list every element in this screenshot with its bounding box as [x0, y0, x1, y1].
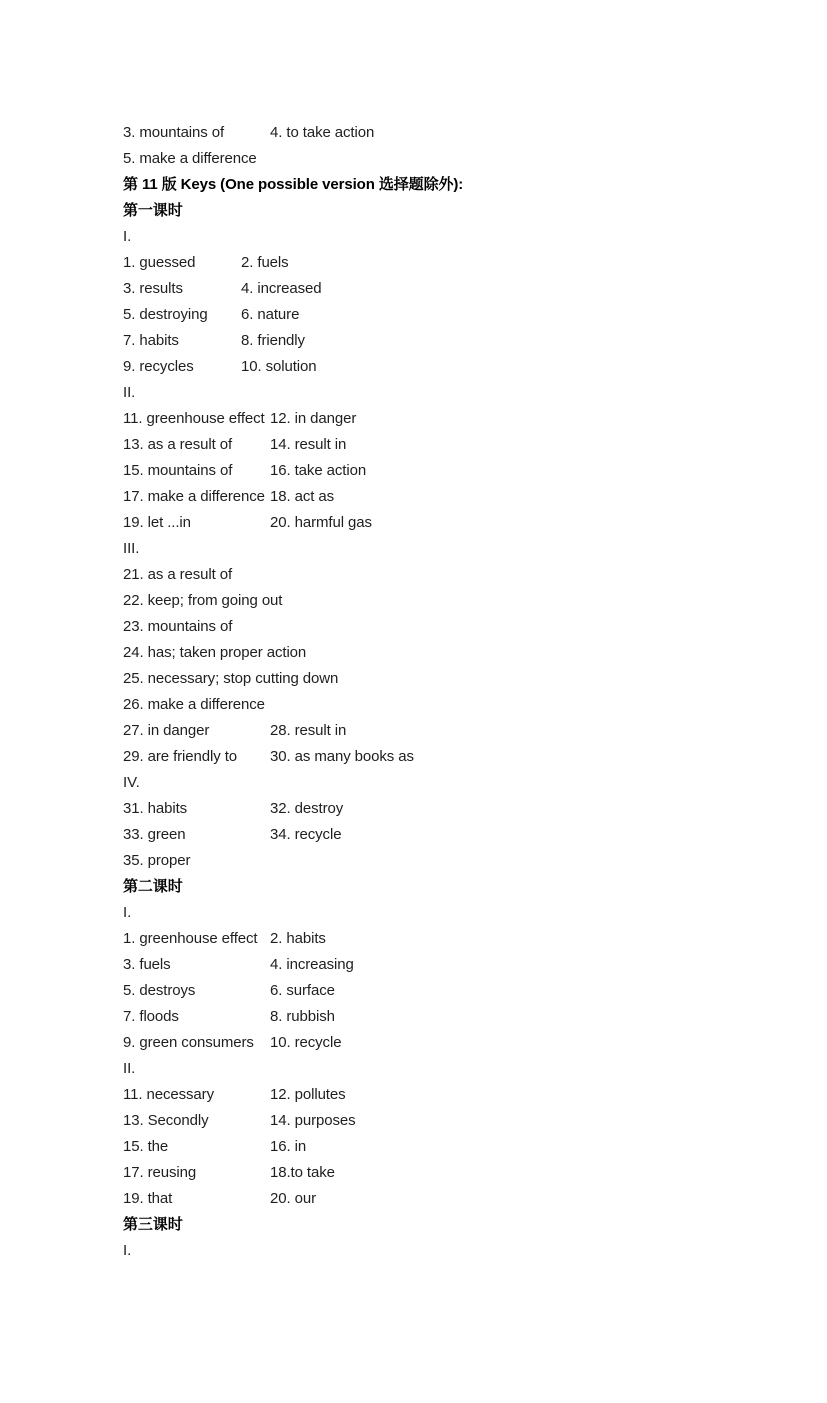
answer-row: [123, 640, 763, 666]
part-label-text: II.: [123, 1060, 136, 1077]
answer-row: [123, 978, 763, 1004]
answer-cell: 13. as a result of: [123, 436, 233, 453]
answer-row: [123, 484, 763, 510]
answer-cell: 3. results: [123, 280, 183, 297]
answer-row: [123, 1030, 763, 1056]
answer-cell: 8. friendly: [241, 332, 305, 349]
answer-row: [123, 1082, 763, 1108]
answer-row: [123, 666, 763, 692]
lesson-title: 第一课时: [123, 202, 183, 219]
answer-cell: 9. green consumers: [123, 1034, 254, 1051]
answer-cell: 11. greenhouse effect: [123, 410, 265, 427]
answer-row: [123, 328, 763, 354]
answer-cell: 33. green: [123, 826, 186, 843]
answer-cell: 1. greenhouse effect: [123, 930, 258, 947]
answer-row: [123, 250, 763, 276]
answer-cell: 18.to take: [270, 1164, 335, 1181]
answer-row: [123, 1134, 763, 1160]
answer-cell: 5. make a difference: [123, 150, 257, 167]
answer-cell: 7. floods: [123, 1008, 179, 1025]
answer-row: [123, 276, 763, 302]
part-label-text: II.: [123, 384, 136, 401]
part-label: [123, 1056, 763, 1082]
answer-row: [123, 822, 763, 848]
answer-row: [123, 1186, 763, 1212]
answer-row: [123, 718, 763, 744]
answer-cell: 6. surface: [270, 982, 335, 999]
answer-row: [123, 146, 763, 172]
part-label-text: III.: [123, 540, 140, 557]
answer-cell: 16. take action: [270, 462, 367, 479]
lesson-title: 第二课时: [123, 878, 183, 895]
lesson-heading: [123, 198, 763, 224]
answer-cell: 19. that: [123, 1190, 173, 1207]
answer-cell: 15. the: [123, 1138, 169, 1155]
part-label-text: I.: [123, 1242, 132, 1259]
answer-cell: 31. habits: [123, 800, 188, 817]
answer-cell: 27. in danger: [123, 722, 210, 739]
part-label: [123, 1238, 763, 1264]
answer-row: [123, 796, 763, 822]
answer-row: [123, 510, 763, 536]
answer-row: [123, 926, 763, 952]
answer-cell: 9. recycles: [123, 358, 194, 375]
lesson-title: 第三课时: [123, 1216, 183, 1233]
answer-cell: 10. solution: [241, 358, 317, 375]
answer-cell: 20. our: [270, 1190, 316, 1207]
answer-cell: 14. purposes: [270, 1112, 356, 1129]
answer-cell: 7. habits: [123, 332, 179, 349]
answer-cell: 2. fuels: [241, 254, 289, 271]
keys-heading-text: 第 11 版 Keys (One possible version 选择题除外):: [123, 176, 464, 193]
answer-row: [123, 354, 763, 380]
answer-cell: 22. keep; from going out: [123, 592, 283, 609]
answer-cell: 8. rubbish: [270, 1008, 335, 1025]
answer-cell: 19. let ...in: [123, 514, 191, 531]
answer-cell: 35. proper: [123, 852, 191, 869]
answer-cell: 28. result in: [270, 722, 347, 739]
answer-cell: 26. make a difference: [123, 696, 265, 713]
answer-cell: 4. increased: [241, 280, 322, 297]
answer-cell: 4. to take action: [270, 124, 375, 141]
answer-row: [123, 588, 763, 614]
answer-cell: 21. as a result of: [123, 566, 233, 583]
answer-cell: 20. harmful gas: [270, 514, 372, 531]
answer-cell: 34. recycle: [270, 826, 342, 843]
answer-cell: 16. in: [270, 1138, 307, 1155]
answer-row: [123, 1108, 763, 1134]
answer-cell: 5. destroying: [123, 306, 208, 323]
answer-row: [123, 1004, 763, 1030]
answer-row: [123, 744, 763, 770]
answer-cell: 3. fuels: [123, 956, 171, 973]
answer-row: [123, 562, 763, 588]
answer-cell: 12. pollutes: [270, 1086, 346, 1103]
answer-row: [123, 952, 763, 978]
answer-row: [123, 302, 763, 328]
answer-cell: 17. reusing: [123, 1164, 197, 1181]
answer-cell: 11. necessary: [123, 1086, 214, 1103]
lesson-heading: [123, 874, 763, 900]
answer-cell: 14. result in: [270, 436, 347, 453]
answer-row: [123, 432, 763, 458]
part-label-text: I.: [123, 228, 132, 245]
answer-cell: 15. mountains of: [123, 462, 233, 479]
part-label: [123, 224, 763, 250]
answer-cell: 23. mountains of: [123, 618, 233, 635]
answer-cell: 32. destroy: [270, 800, 344, 817]
keys-heading: [123, 172, 763, 198]
part-label: [123, 900, 763, 926]
answer-cell: 5. destroys: [123, 982, 196, 999]
part-label-text: IV.: [123, 774, 140, 791]
part-label-text: I.: [123, 904, 132, 921]
answer-cell: 12. in danger: [270, 410, 357, 427]
answer-row: [123, 120, 763, 146]
answer-cell: 24. has; taken proper action: [123, 644, 307, 661]
part-label: [123, 380, 763, 406]
answer-cell: 2. habits: [270, 930, 326, 947]
answer-cell: 17. make a difference: [123, 488, 265, 505]
answer-row: [123, 1160, 763, 1186]
answer-row: [123, 406, 763, 432]
part-label: [123, 536, 763, 562]
lesson-heading: [123, 1212, 763, 1238]
answer-cell: 29. are friendly to: [123, 748, 237, 765]
answer-cell: 30. as many books as: [270, 748, 414, 765]
answer-row: [123, 614, 763, 640]
answer-cell: 4. increasing: [270, 956, 354, 973]
answer-cell: 13. Secondly: [123, 1112, 209, 1129]
answer-cell: 6. nature: [241, 306, 300, 323]
answer-cell: 1. guessed: [123, 254, 196, 271]
answer-cell: 25. necessary; stop cutting down: [123, 670, 339, 687]
part-label: [123, 770, 763, 796]
answer-row: [123, 458, 763, 484]
answer-row: [123, 848, 763, 874]
answer-row: [123, 692, 763, 718]
answer-cell: 3. mountains of: [123, 124, 225, 141]
document-content: [123, 120, 763, 1264]
answer-cell: 18. act as: [270, 488, 335, 505]
answer-cell: 10. recycle: [270, 1034, 342, 1051]
